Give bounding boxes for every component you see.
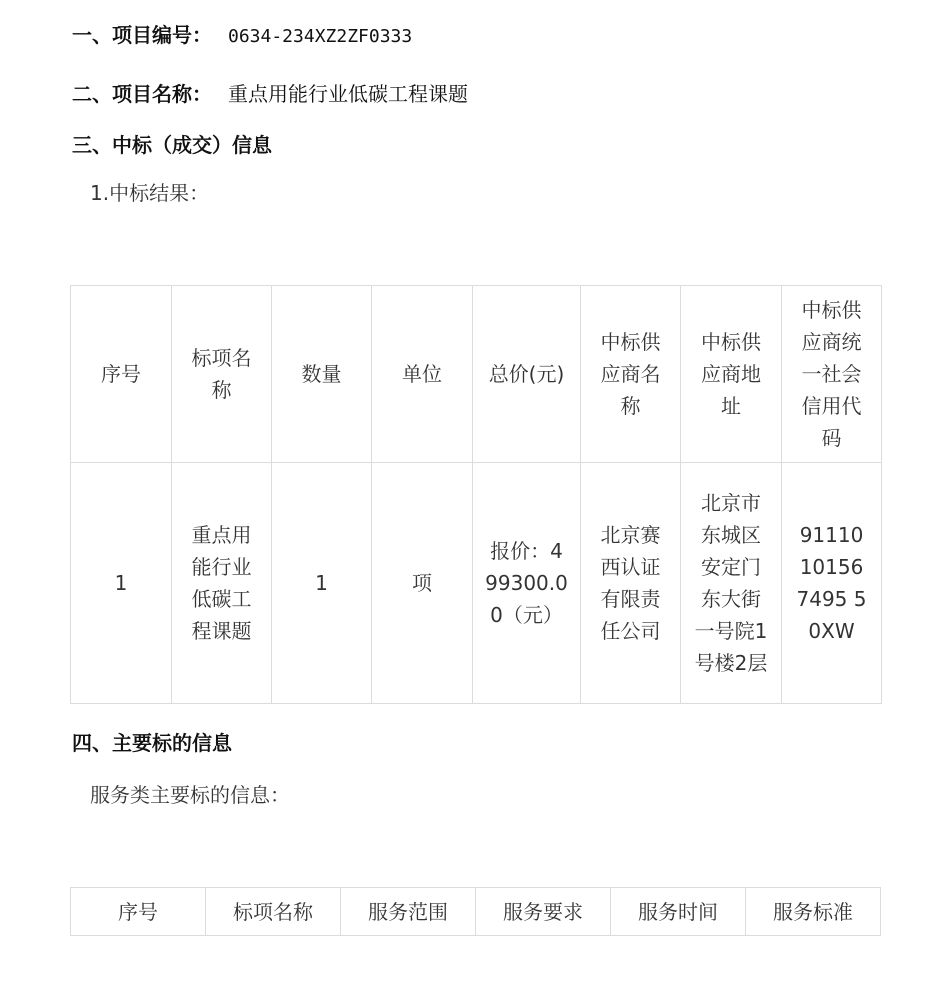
col-header-service-time: 服务时间 xyxy=(611,888,746,936)
project-name-value: 重点用能行业低碳工程课题 xyxy=(228,82,468,106)
cell-supplier-name: 北京赛西认证有限责任公司 xyxy=(581,463,681,704)
col-header-index: 序号 xyxy=(71,286,172,463)
cell-unit: 项 xyxy=(372,463,473,704)
col-header-supplier-address: 中标供应商地址 xyxy=(681,286,782,463)
table-header-row xyxy=(71,286,882,463)
cell-item-name: 重点用能行业低碳工程课题 xyxy=(172,463,272,704)
award-result-table xyxy=(70,285,882,704)
cell-credit-code: 91110101567495 50XW xyxy=(782,463,882,704)
col-header-quantity: 数量 xyxy=(272,286,372,463)
cell-index: 1 xyxy=(71,463,172,704)
col-header-unit: 单位 xyxy=(372,286,473,463)
col-header-service-standard: 服务标准 xyxy=(746,888,881,936)
col-header-item-name: 标项名称 xyxy=(172,286,272,463)
project-number-row xyxy=(72,19,412,48)
award-result-label: 1.中标结果： xyxy=(90,181,210,205)
cell-total-price: 报价：499300.00（元） xyxy=(473,463,581,704)
project-name-label: 二、项目名称： xyxy=(72,82,212,106)
cell-quantity: 1 xyxy=(272,463,372,704)
table-row xyxy=(71,463,882,704)
col-header-service-scope: 服务范围 xyxy=(341,888,476,936)
col-header-item-name: 标项名称 xyxy=(206,888,341,936)
table-header-row xyxy=(71,888,881,936)
service-subject-table xyxy=(70,887,881,936)
project-name-row xyxy=(72,78,468,107)
col-header-credit-code: 中标供应商统一社会信用代码 xyxy=(782,286,882,463)
col-header-index: 序号 xyxy=(71,888,206,936)
service-subject-label: 服务类主要标的信息： xyxy=(90,783,290,807)
col-header-supplier-name: 中标供应商名称 xyxy=(581,286,681,463)
col-header-service-requirement: 服务要求 xyxy=(476,888,611,936)
main-subject-heading: 四、主要标的信息 xyxy=(72,731,232,755)
cell-supplier-address: 北京市东城区安定门东大街一号院1号楼2层 xyxy=(681,463,782,704)
project-number-value: 0634-234XZ2ZF0333 xyxy=(228,26,413,47)
award-info-heading: 三、中标（成交）信息 xyxy=(72,133,272,157)
project-number-label: 一、项目编号： xyxy=(72,23,212,47)
col-header-total-price: 总价(元) xyxy=(473,286,581,463)
